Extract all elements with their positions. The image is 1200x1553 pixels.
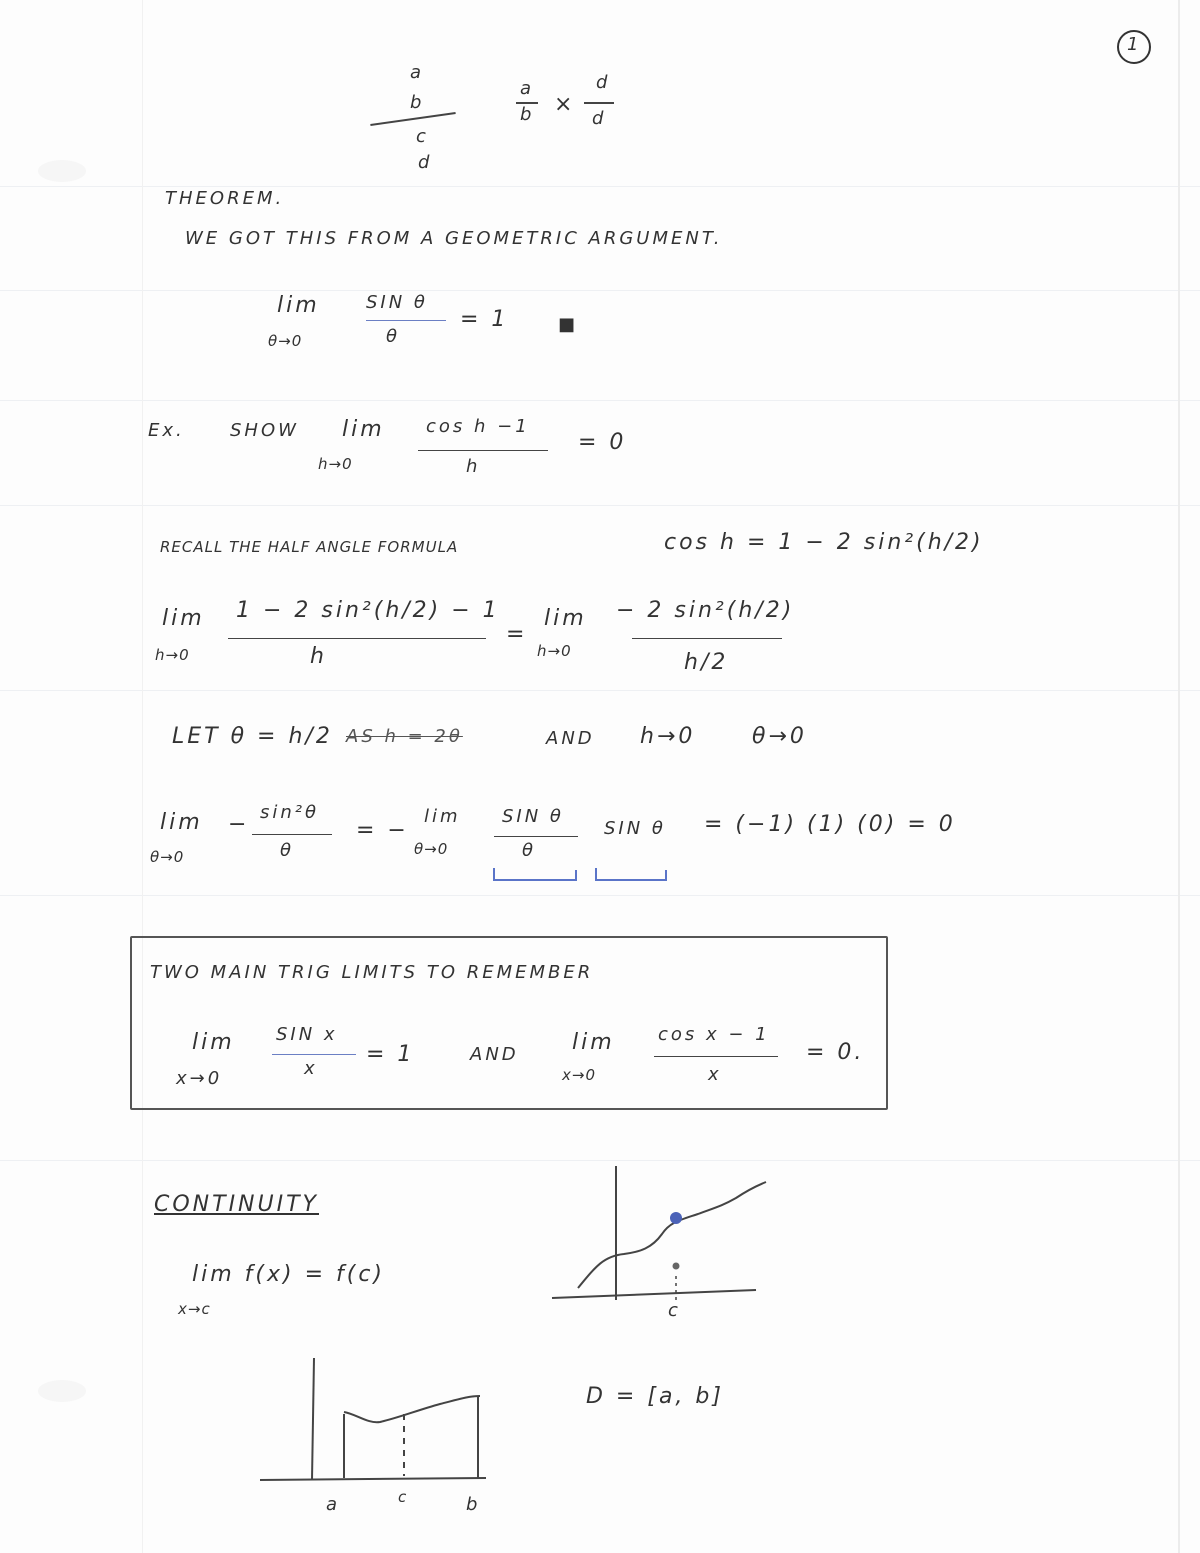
page-number: 1 <box>1127 34 1139 55</box>
struck-text: AS h = 2θ <box>346 726 463 747</box>
step2-result: = (−1) (1) (0) = 0 <box>704 812 956 837</box>
step2-lim: lim <box>160 810 203 835</box>
qed-mark: ■ <box>558 314 579 335</box>
example-numerator: cos h −1 <box>426 416 530 437</box>
step2-lim2: lim <box>424 806 461 827</box>
interval-label-c: c <box>398 1488 408 1506</box>
summary-rhs2: = 0. <box>806 1040 865 1065</box>
graph-label-c: c <box>668 1300 681 1321</box>
summary-rhs1: = 1 <box>366 1042 415 1067</box>
let-theta: LET θ = h/2 <box>172 724 333 749</box>
example-denominator: h <box>466 456 481 477</box>
half-angle-formula: cos h = 1 − 2 sin²(h/2) <box>664 530 984 555</box>
summary-lim1: lim <box>192 1030 235 1055</box>
step2-factor: SIN θ <box>604 818 666 839</box>
summary-lim1-sub: x→0 <box>176 1068 223 1089</box>
step1-denominator2: h/2 <box>684 650 729 675</box>
summary-lim2-sub: x→0 <box>562 1066 596 1084</box>
bracket-one <box>494 868 576 880</box>
example-show: SHOW <box>230 420 299 441</box>
summary-title: TWO MAIN TRIG LIMITS TO REMEMBER <box>150 962 594 983</box>
domain-statement: D = [a, b] <box>586 1384 724 1409</box>
step1-equals: = <box>506 622 528 647</box>
interval-label-b: b <box>466 1494 481 1515</box>
theorem-rhs: = 1 <box>460 307 509 332</box>
step2-lim-sub: θ→0 <box>150 848 185 866</box>
continuity-limit: lim f(x) = f(c) <box>192 1262 386 1287</box>
bracket-two <box>596 868 666 880</box>
theorem-numerator: SIN θ <box>366 292 428 313</box>
summary-den1: x <box>304 1058 318 1079</box>
theorem-denominator: θ <box>386 326 401 347</box>
frac-b2: b <box>520 104 535 125</box>
summary-num2: cos x − 1 <box>658 1024 770 1045</box>
continuity-lim-sub: x→c <box>178 1300 211 1318</box>
step2-numerator: sin²θ <box>260 802 320 823</box>
step1-denominator: h <box>310 644 327 669</box>
step2-equals: = − <box>356 818 409 843</box>
step2-denominator2: θ <box>522 840 537 861</box>
continuity-title: CONTINUITY <box>154 1192 319 1217</box>
step1-numerator2: − 2 sin²(h/2) <box>616 598 795 623</box>
interval-label-a: a <box>326 1494 341 1515</box>
frac-d2: d <box>596 72 611 93</box>
recall-text: RECALL THE HALF ANGLE FORMULA <box>160 538 459 556</box>
summary-den2: x <box>708 1064 722 1085</box>
frac-a2: a <box>520 78 535 99</box>
step1-numerator: 1 − 2 sin²(h/2) − 1 <box>236 598 500 623</box>
frac-d3: d <box>592 108 607 129</box>
theorem-lim: lim <box>277 293 320 318</box>
let-theta-to-zero: θ→0 <box>752 724 807 749</box>
let-and: AND <box>546 728 595 749</box>
frac-b: b <box>410 92 425 113</box>
step2-numerator2: SIN θ <box>502 806 564 827</box>
frac-c: c <box>416 126 429 147</box>
frac-a: a <box>410 62 425 83</box>
theorem-title: THEOREM. <box>165 188 285 209</box>
frac-d: d <box>418 152 433 173</box>
step2-lim2-sub: θ→0 <box>414 840 449 858</box>
summary-num1: SIN x <box>276 1024 338 1045</box>
step1-lim-sub: h→0 <box>155 646 190 664</box>
example-lim-sub: h→0 <box>318 455 353 473</box>
theorem-note: WE GOT THIS FROM A GEOMETRIC ARGUMENT. <box>185 228 723 249</box>
step1-lim2-sub: h→0 <box>537 642 572 660</box>
step2-denominator: θ <box>280 840 295 861</box>
theorem-lim-sub: θ→0 <box>268 332 303 350</box>
step1-lim: lim <box>162 606 205 631</box>
step2-minus: − <box>228 812 250 837</box>
step1-lim2: lim <box>544 606 587 631</box>
example-lim: lim <box>342 417 385 442</box>
let-h-to-zero: h→0 <box>640 724 696 749</box>
example-rhs: = 0 <box>578 430 627 455</box>
summary-and: AND <box>470 1044 519 1065</box>
example-label: Ex. <box>148 420 185 441</box>
summary-lim2: lim <box>572 1030 615 1055</box>
times-sign: × <box>554 92 576 117</box>
